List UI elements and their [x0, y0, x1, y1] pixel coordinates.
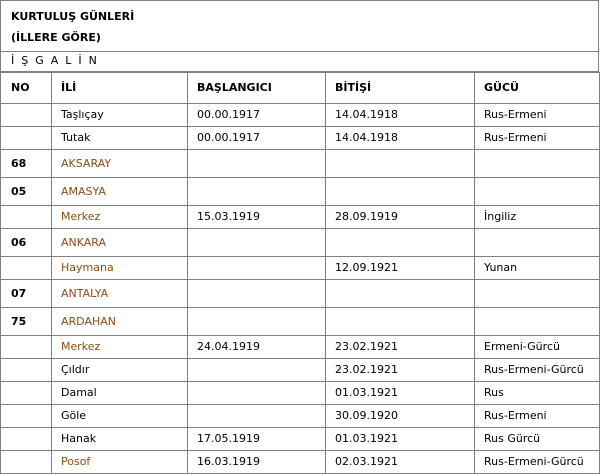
table-row — [1, 257, 600, 280]
cell-end — [326, 229, 475, 257]
page-subtitle: (İLLERE GÖRE) — [11, 31, 101, 44]
cell-no — [1, 257, 52, 280]
cell-force: Rus-Ermeni — [475, 104, 600, 127]
cell-end — [326, 150, 475, 178]
cell-force — [475, 150, 600, 178]
cell-start — [188, 405, 326, 428]
cell-start — [188, 150, 326, 178]
table-row — [1, 405, 600, 428]
cell-no: 75 — [1, 308, 52, 336]
cell-start — [188, 178, 326, 206]
district-link-merkez[interactable]: Merkez — [52, 206, 188, 229]
district-link-haymana[interactable]: Haymana — [52, 257, 188, 280]
province-link-ankara[interactable]: ANKARA — [52, 229, 188, 257]
cell-start: 17.05.1919 — [188, 428, 326, 451]
table-row — [1, 428, 600, 451]
liberation-table — [0, 72, 600, 474]
cell-force: Yunan — [475, 257, 600, 280]
cell-force: Rus-Ermeni — [475, 127, 600, 150]
cell-no — [1, 359, 52, 382]
cell-ili: Tutak — [52, 127, 188, 150]
cell-start — [188, 359, 326, 382]
cell-force: Rus-Ermeni-Gürcü — [475, 359, 600, 382]
cell-no — [1, 336, 52, 359]
cell-ili: Damal — [52, 382, 188, 405]
table-row-province — [1, 150, 600, 178]
cell-end: 23.02.1921 — [326, 359, 475, 382]
table-row — [1, 127, 600, 150]
cell-ili: Hanak — [52, 428, 188, 451]
cell-force: İngiliz — [475, 206, 600, 229]
cell-start: 00.00.1917 — [188, 104, 326, 127]
col-header-end: BİTİŞİ — [326, 73, 475, 104]
col-header-ili: İLİ — [52, 73, 188, 104]
province-link-aksaray[interactable]: AKSARAY — [52, 150, 188, 178]
cell-force: Rus-Ermeni — [475, 405, 600, 428]
cell-no — [1, 104, 52, 127]
occupation-label: İŞGALİN — [11, 54, 104, 67]
table-row — [1, 206, 600, 229]
table-row-province — [1, 308, 600, 336]
cell-no — [1, 206, 52, 229]
title-block — [0, 0, 599, 52]
col-header-start: BAŞLANGICI — [188, 73, 326, 104]
table-row — [1, 451, 600, 474]
col-header-force: GÜCÜ — [475, 73, 600, 104]
cell-ili: Taşlıçay — [52, 104, 188, 127]
table-row-province — [1, 229, 600, 257]
table-row — [1, 359, 600, 382]
province-link-amasya[interactable]: AMASYA — [52, 178, 188, 206]
cell-start — [188, 229, 326, 257]
cell-end — [326, 280, 475, 308]
cell-force: Ermeni-Gürcü — [475, 336, 600, 359]
cell-end: 02.03.1921 — [326, 451, 475, 474]
cell-end: 30.09.1920 — [326, 405, 475, 428]
cell-no — [1, 382, 52, 405]
cell-force: Rus Gürcü — [475, 428, 600, 451]
cell-start — [188, 382, 326, 405]
cell-start: 24.04.1919 — [188, 336, 326, 359]
cell-force — [475, 308, 600, 336]
occupation-header — [0, 51, 599, 72]
cell-end: 14.04.1918 — [326, 127, 475, 150]
province-link-ardahan[interactable]: ARDAHAN — [52, 308, 188, 336]
col-header-no: NO — [1, 73, 52, 104]
cell-force: Rus-Ermeni-Gürcü — [475, 451, 600, 474]
cell-no — [1, 405, 52, 428]
table-row — [1, 336, 600, 359]
cell-no: 68 — [1, 150, 52, 178]
cell-end: 23.02.1921 — [326, 336, 475, 359]
province-link-antalya[interactable]: ANTALYA — [52, 280, 188, 308]
table-row — [1, 382, 600, 405]
district-link-posof[interactable]: Posof — [52, 451, 188, 474]
cell-no: 05 — [1, 178, 52, 206]
cell-end: 12.09.1921 — [326, 257, 475, 280]
cell-start — [188, 308, 326, 336]
cell-no — [1, 127, 52, 150]
cell-force — [475, 280, 600, 308]
cell-ili: Göle — [52, 405, 188, 428]
cell-no: 06 — [1, 229, 52, 257]
cell-start — [188, 257, 326, 280]
cell-end: 14.04.1918 — [326, 104, 475, 127]
page-title: KURTULUŞ GÜNLERİ — [11, 10, 135, 23]
cell-end: 28.09.1919 — [326, 206, 475, 229]
district-link-merkez[interactable]: Merkez — [52, 336, 188, 359]
table-row-province — [1, 178, 600, 206]
cell-start: 16.03.1919 — [188, 451, 326, 474]
cell-end: 01.03.1921 — [326, 428, 475, 451]
cell-start — [188, 280, 326, 308]
cell-end — [326, 308, 475, 336]
cell-force — [475, 229, 600, 257]
cell-end: 01.03.1921 — [326, 382, 475, 405]
cell-end — [326, 178, 475, 206]
cell-start: 15.03.1919 — [188, 206, 326, 229]
table-row-province — [1, 280, 600, 308]
cell-force — [475, 178, 600, 206]
cell-force: Rus — [475, 382, 600, 405]
cell-no — [1, 428, 52, 451]
cell-ili: Çıldır — [52, 359, 188, 382]
table-row — [1, 104, 600, 127]
cell-no — [1, 451, 52, 474]
table-header-row — [1, 73, 600, 104]
cell-no: 07 — [1, 280, 52, 308]
cell-start: 00.00.1917 — [188, 127, 326, 150]
